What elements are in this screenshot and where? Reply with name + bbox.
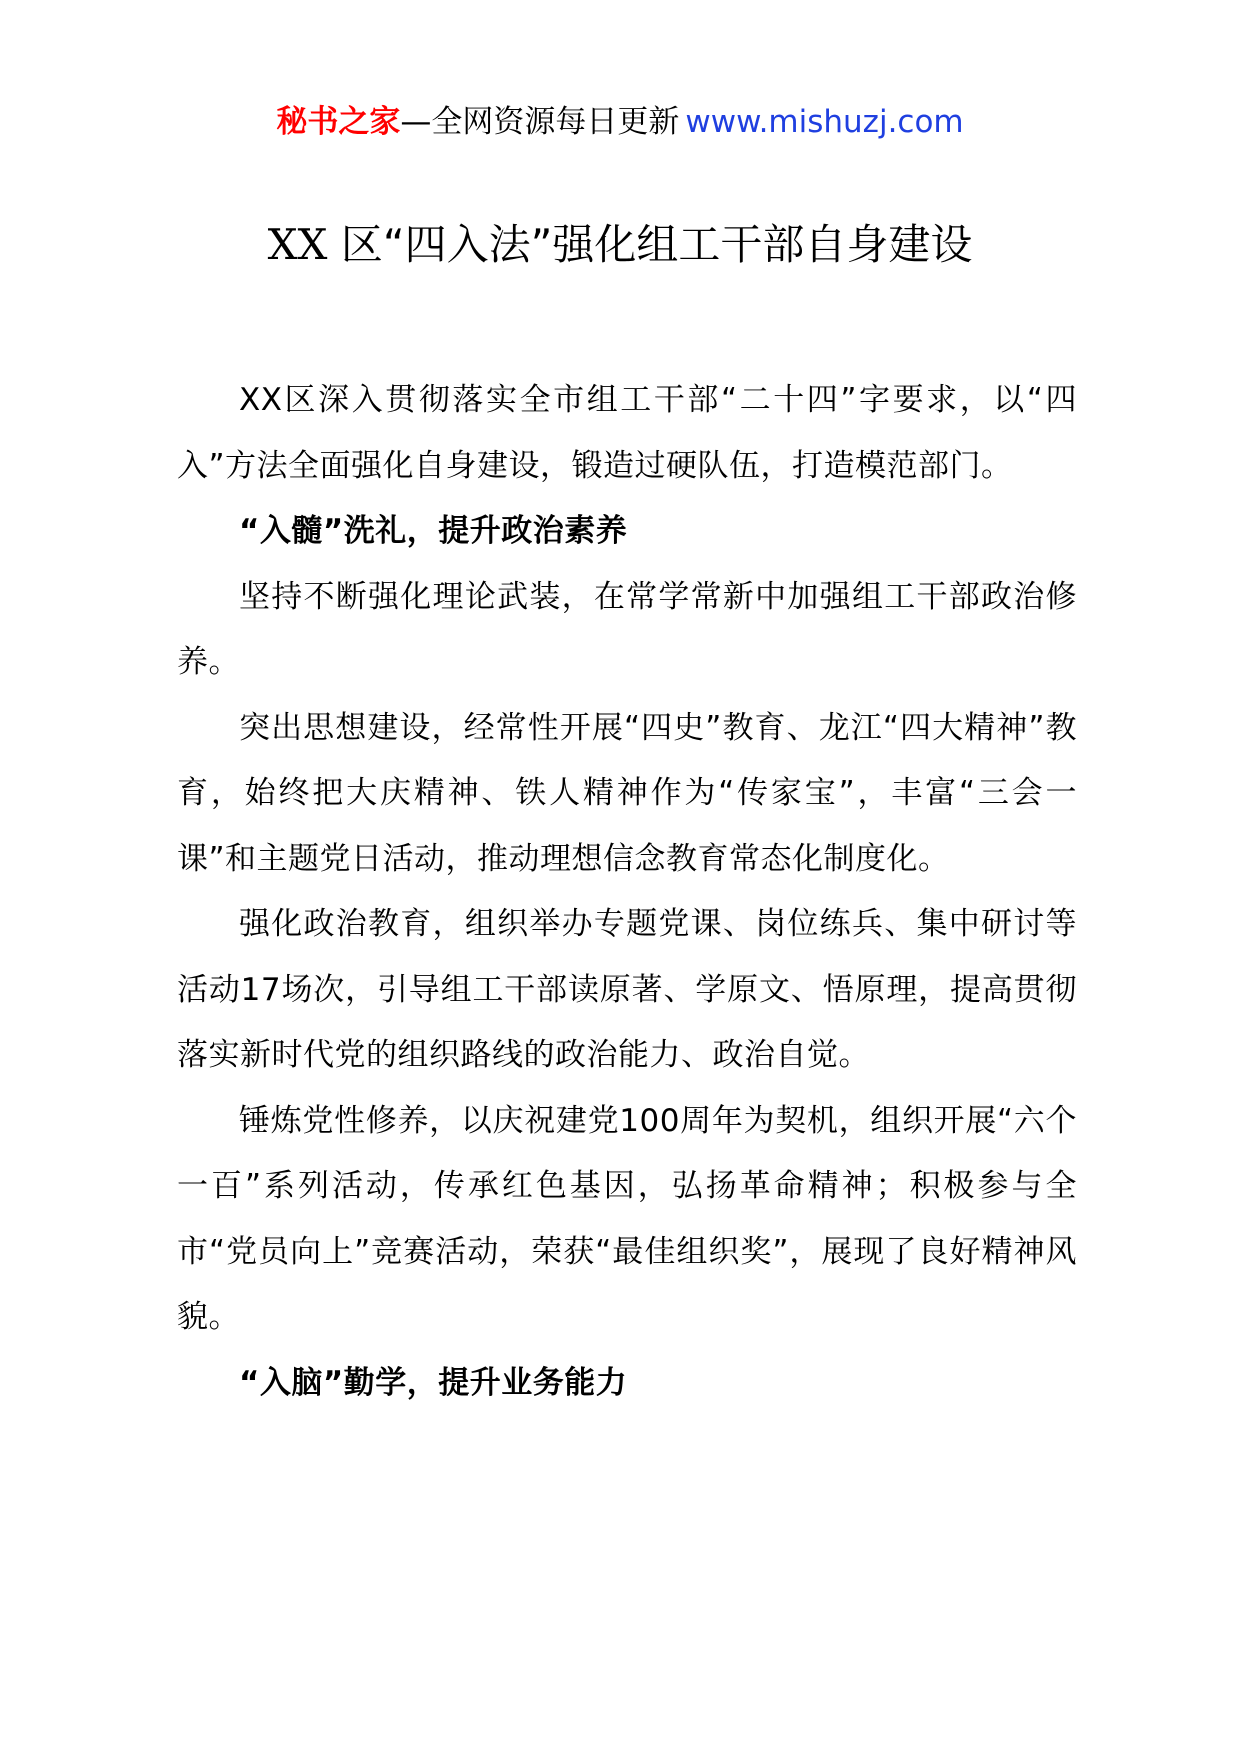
paragraph-intro: XX区深入贯彻落实全市组工干部“二十四”字要求，以“四入”方法全面强化自身建设，锻造过硬队伍，打造模范部门。 xyxy=(177,382,1077,484)
document-body xyxy=(177,368,1077,1416)
document-title-text: 区“四入法”强化组工干部自身建设 xyxy=(340,220,973,269)
site-tagline: —全网资源每日更新 xyxy=(400,104,680,140)
document-title xyxy=(0,215,1240,275)
site-brand-name: 秘书之家 xyxy=(276,104,401,140)
paragraph-party-spirit: 锤炼党性修养，以庆祝建党100周年为契机，组织开展“六个一百”系列活动，传承红色基因，弘扬革命精神；积极参与全市“党员向上”竞赛活动，荣获“最佳组织奖”，展现了良好精神风貌。 xyxy=(177,1102,1077,1335)
paragraph-theory-armament: 坚持不断强化理论武装，在常学常新中加强组工干部政治修养。 xyxy=(177,578,1077,680)
document-title-prefix: XX xyxy=(267,220,328,269)
section-heading-political-literacy: “入髓”洗礼，提升政治素养 xyxy=(239,513,628,549)
section-heading-business-ability: “入脑”勤学，提升业务能力 xyxy=(239,1364,628,1401)
site-banner xyxy=(0,100,1240,144)
site-url-link[interactable]: www.mishuzj.com xyxy=(685,104,964,140)
paragraph-political-education: 强化政治教育，组织举办专题党课、岗位练兵、集中研讨等活动17场次，引导组工干部读原著、学原文、悟原理，提高贯彻落实新时代党的组织路线的政治能力、政治自觉。 xyxy=(177,906,1077,1073)
paragraph-ideological-building: 突出思想建设，经常性开展“四史”教育、龙江“四大精神”教育，始终把大庆精神、铁人精神作为“传家宝”，丰富“三会一课”和主题党日活动，推动理想信念教育常态化制度化。 xyxy=(177,709,1077,877)
